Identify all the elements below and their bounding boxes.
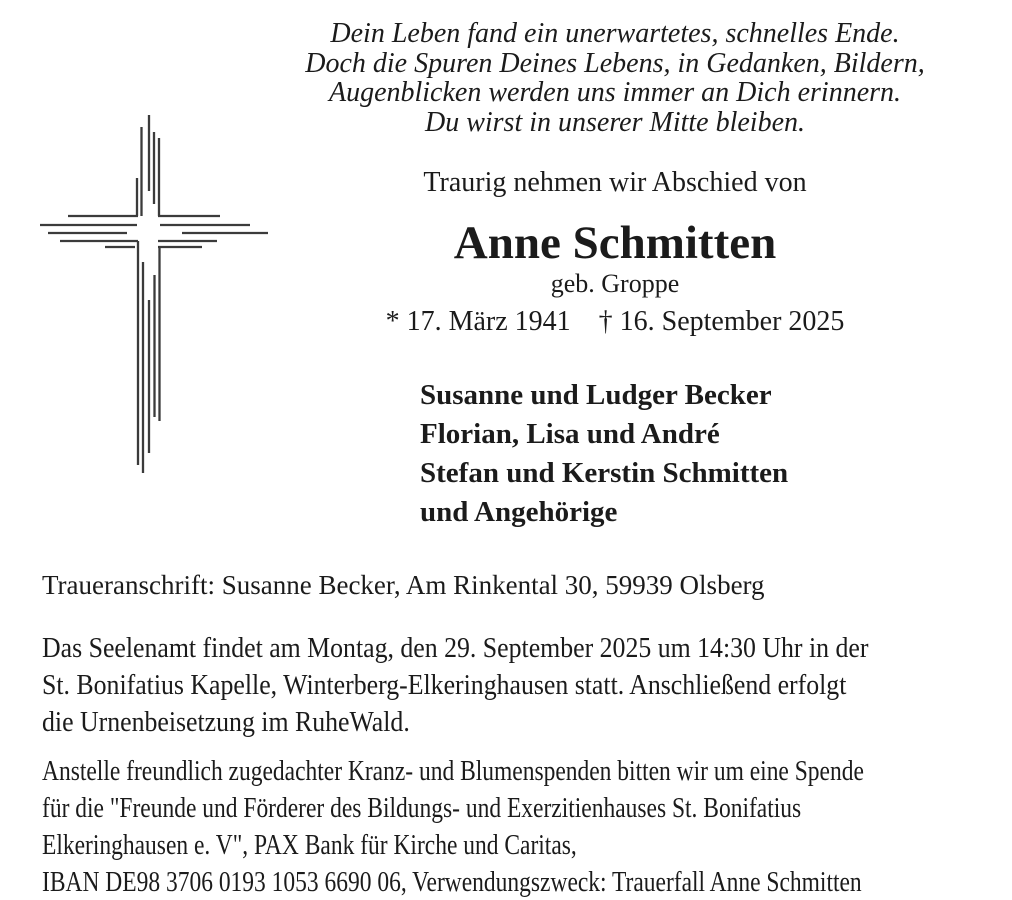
mourners-list [420,376,788,532]
verse-line: Du wirst in unserer Mitte bleiben. [424,106,806,138]
service-line: St. Bonifatius Kapelle, Winterberg-Elkeringhausen statt. Anschließend erfolgt [42,669,847,701]
mourner-line: Stefan und Kerstin Schmitten [420,457,789,489]
birth-date: * 17. März 1941 [385,306,571,337]
verse-line: Augenblicken werden uns immer an Dich erinnern. [328,77,902,108]
death-date: † 16. September 2025 [598,306,845,337]
service-line: die Urnenbeisetzung im RuheWald. [42,706,410,738]
memorial-cross-icon [35,105,272,480]
donation-line: für die "Freunde und Förderer des Bildungs- und Exerzitienhauses St. Bonifatius [42,792,802,824]
mourner-line: Florian, Lisa und André [420,418,720,450]
donation-line: Anstelle freundlich zugedachter Kranz- und Blumenspenden bitten wir um eine Spende [42,755,864,787]
service-info [42,630,868,741]
donation-info [42,753,864,900]
memorial-verse [290,19,940,137]
mourner-line: Susanne und Ludger Becker [420,379,772,411]
service-line: Das Seelenamt findet am Montag, den 29. September 2025 um 14:30 Uhr in der [42,632,869,664]
mourner-line: und Angehörige [420,496,618,528]
life-dates [290,306,940,338]
donation-line: Elkeringhausen e. V", PAX Bank für Kirche und Caritas, [42,829,577,861]
farewell-intro: Traurig nehmen wir Abschied von [423,167,807,198]
maiden-name: geb. Groppe [550,269,680,298]
deceased-name: Anne Schmitten [453,217,777,269]
donation-line: IBAN DE98 3706 0193 1053 6690 06, Verwendungszweck: Trauerfall Anne Schmitten [42,866,862,898]
verse-line: Doch die Spuren Deines Lebens, in Gedanken, Bildern, [305,47,925,79]
verse-line: Dein Leben fand ein unerwartetes, schnelles Ende. [330,18,900,49]
condolence-address: Traueranschrift: Susanne Becker, Am Rinkental 30, 59939 Olsberg [42,570,765,600]
